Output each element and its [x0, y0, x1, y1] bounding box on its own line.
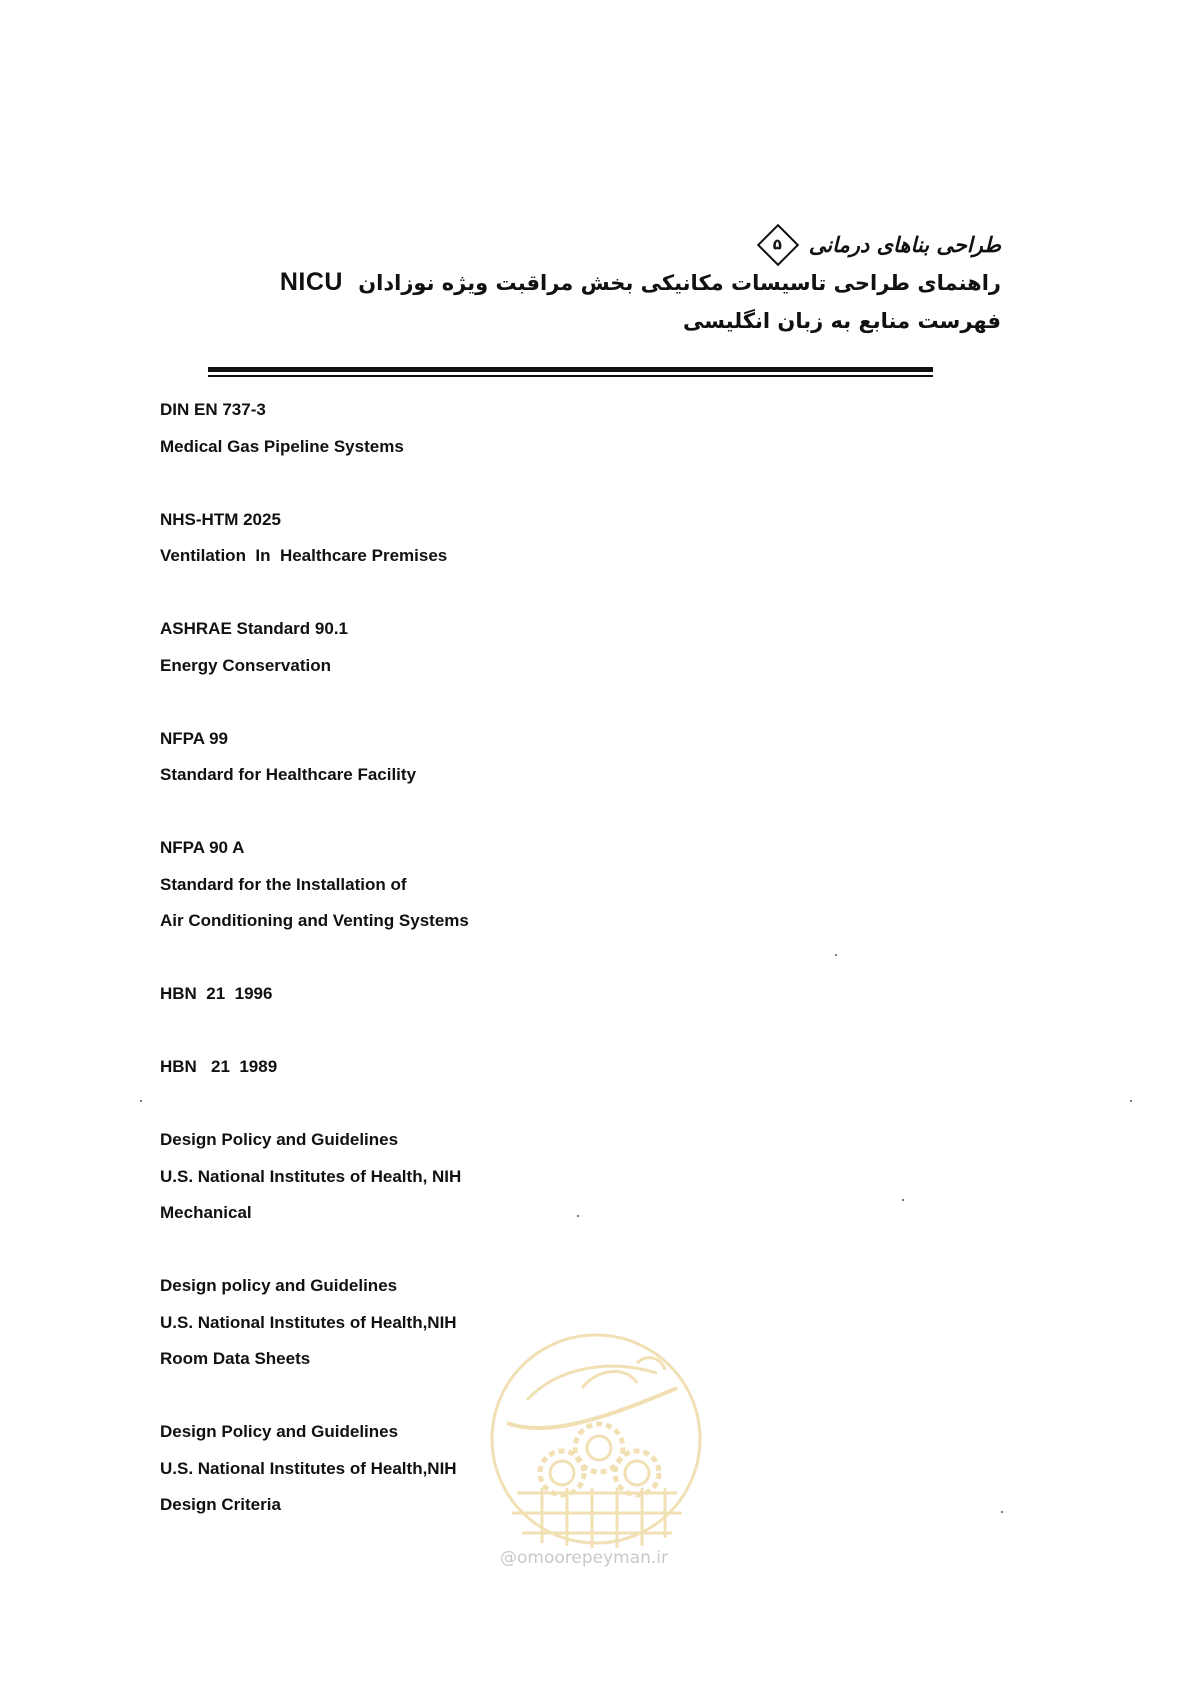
reference-code: HBN 21 1989	[160, 1057, 278, 1076]
guide-title	[201, 262, 1001, 303]
scan-speck	[1130, 1100, 1132, 1102]
series-number: ۵	[773, 235, 783, 254]
header-divider-thin	[208, 375, 933, 377]
document-header	[201, 228, 1001, 339]
watermark-caption: @omoorepeyman.ir	[500, 1548, 669, 1568]
reference-line2: U.S. National Institutes of Health, NIH	[160, 1166, 462, 1186]
series-title-row	[201, 228, 1001, 262]
series-number-badge	[757, 224, 799, 266]
reference-line3: Mechanical	[160, 1203, 252, 1222]
reference-line2: U.S. National Institutes of Health,NIH	[160, 1458, 457, 1478]
scan-speck	[577, 1215, 579, 1217]
reference-code: NFPA 90 A	[160, 838, 245, 857]
reference-ashrae	[160, 611, 860, 684]
reference-code: ASHRAE Standard 90.1	[160, 619, 348, 638]
reference-nhs	[160, 502, 860, 575]
reference-title: Medical Gas Pipeline Systems	[160, 436, 404, 456]
scan-speck	[902, 1199, 904, 1201]
reference-code: DIN EN 737-3	[160, 400, 266, 419]
reference-title: Standard for Healthcare Facility	[160, 765, 417, 784]
reference-line3: Design Criteria	[160, 1495, 281, 1514]
reference-nih-mechanical	[160, 1122, 860, 1232]
reference-title: Ventilation In Healthcare Premises	[160, 546, 448, 565]
reference-title: Energy Conservation	[160, 655, 331, 675]
reference-hbn-1989	[160, 1049, 860, 1086]
reference-title-line2: Air Conditioning and Venting Systems	[160, 911, 469, 930]
reference-line1: Design Policy and Guidelines	[160, 1422, 399, 1441]
reference-line2: U.S. National Institutes of Health,NIH	[160, 1312, 457, 1332]
reference-title-line1: Standard for the Installation of	[160, 874, 407, 894]
watermark-logo	[487, 1328, 705, 1550]
reference-nfpa90a	[160, 830, 860, 940]
reference-line1: Design Policy and Guidelines	[160, 1130, 399, 1149]
guide-title-text: راهنمای طراحی تاسیسات مکانیکی بخش مراقبت ویژه نوزادان	[358, 271, 1001, 295]
list-title: فهرست منابع به زبان انگلیسی	[683, 309, 1001, 333]
guide-acronym: NICU	[279, 268, 343, 296]
header-divider-thick	[208, 367, 933, 372]
reference-din	[160, 392, 860, 465]
reference-nfpa99	[160, 721, 860, 794]
scan-speck	[140, 1100, 142, 1102]
reference-line3: Room Data Sheets	[160, 1349, 311, 1368]
reference-hbn-1996	[160, 976, 860, 1013]
reference-line1: Design policy and Guidelines	[160, 1276, 398, 1295]
reference-code: NHS-HTM 2025	[160, 509, 281, 529]
reference-code: HBN 21 1996	[160, 984, 273, 1003]
reference-code: NFPA 99	[160, 728, 229, 748]
scan-speck	[1001, 1511, 1003, 1513]
scan-speck	[835, 954, 837, 956]
series-title: طراحی بناهای درمانی	[808, 232, 1001, 257]
